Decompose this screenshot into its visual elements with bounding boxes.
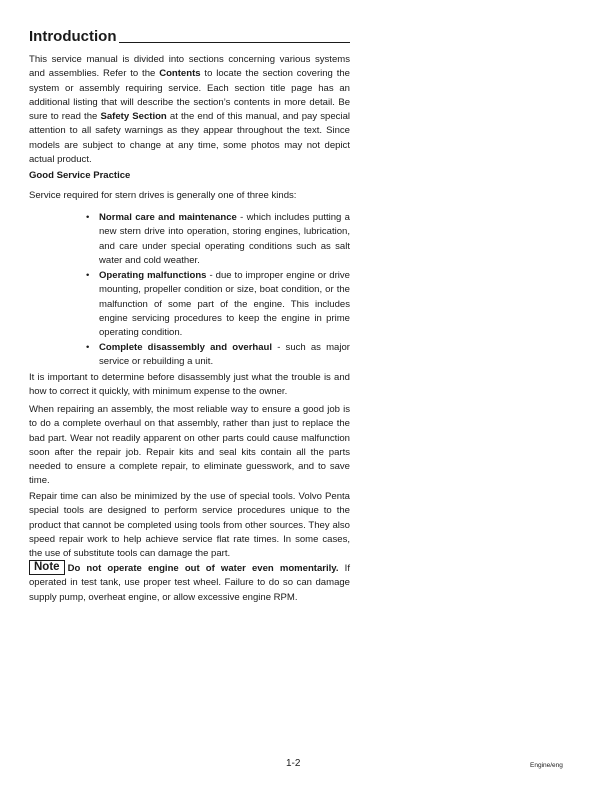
intro-text-3: at the end of this manual, and pay special attention to all safety warnings as they appear throughout the text. Since models are subject to change at any time, some photos may not depict actual product. [29, 111, 351, 166]
page-title: Introduction [29, 28, 119, 46]
note-paragraph [29, 560, 350, 605]
note-text: If operated in test tank, use proper test wheel. Failure to do so can damage supply pump, overheat engine, or allow excessive engine RPM. [29, 563, 350, 603]
intro-paragraph [29, 53, 350, 167]
bullet-text [99, 341, 350, 370]
list-item [86, 341, 350, 370]
note-label: Note [29, 560, 65, 575]
list-item [86, 269, 350, 340]
safety-section-reference: Safety Section [100, 111, 167, 123]
bullet-marker: • [86, 342, 90, 353]
bullet-marker: • [86, 270, 90, 281]
bullet-body: - due to improper engine or drive mounting, propeller condition or size, boat condition, or the malfunction of some part of the engine. This includes engine servicing procedures to keep the engine in prime operating condition. [99, 270, 350, 339]
bullet-marker: • [86, 212, 90, 223]
page-number: 1-2 [286, 758, 301, 769]
bullet-text [99, 211, 350, 268]
intro-text-1: This service manual is divided into sections concerning various systems and assemblies. Refer to the [29, 54, 350, 80]
bullet-body: - which includes putting a new stern drive into operation, storing engines, lubrication, and care under special operating conditions such as salt water and cold weather. [99, 212, 350, 266]
list-item [86, 211, 350, 268]
tools-paragraph: Repair time can also be minimized by the use of special tools. Volvo Penta special tools are designed to perform service procedures unique to the product that cannot be completed using tools from other sources. They also speed repair work to help achieve service flat rate times. In some cases, the use of substitute tools can damage the part. [29, 491, 350, 560]
bullet-body: - such as major service or rebuilding a unit. [99, 342, 350, 368]
bullet-bold: Complete disassembly and overhaul [99, 342, 273, 353]
determine-paragraph: It is important to determine before disassembly just what the trouble is and how to correct it quickly, with minimum expense to the owner. [29, 372, 350, 398]
subheading: Good Service Practice [29, 170, 131, 181]
section-heading [29, 28, 350, 46]
footer-code: Engine/eng [530, 762, 563, 769]
contents-reference: Contents [159, 68, 201, 80]
service-intro: Service required for stern drives is generally one of three kinds: [29, 190, 297, 201]
bullet-text [99, 269, 350, 340]
bullet-bold: Operating malfunctions [99, 270, 207, 281]
bullet-bold: Normal care and maintenance [99, 212, 237, 223]
note-warning: Do not operate engine out of water even momentarily. [67, 563, 339, 574]
repair-paragraph: When repairing an assembly, the most reliable way to ensure a good job is to do a complete overhaul on that assembly, rather than just to replace the bad part. Wear not readily apparent on other parts could cause malfunction soon after the repair job. Repair kits and seal kits contain all the parts needed to ensure a complete repair, to eliminate guesswork, and to save time. [29, 404, 350, 487]
intro-text-2: to locate the section covering the system or assembly requiring service. Each section title page has an additional listing that will describe the section’s contents in more detail. Be sure to read the [29, 68, 350, 123]
